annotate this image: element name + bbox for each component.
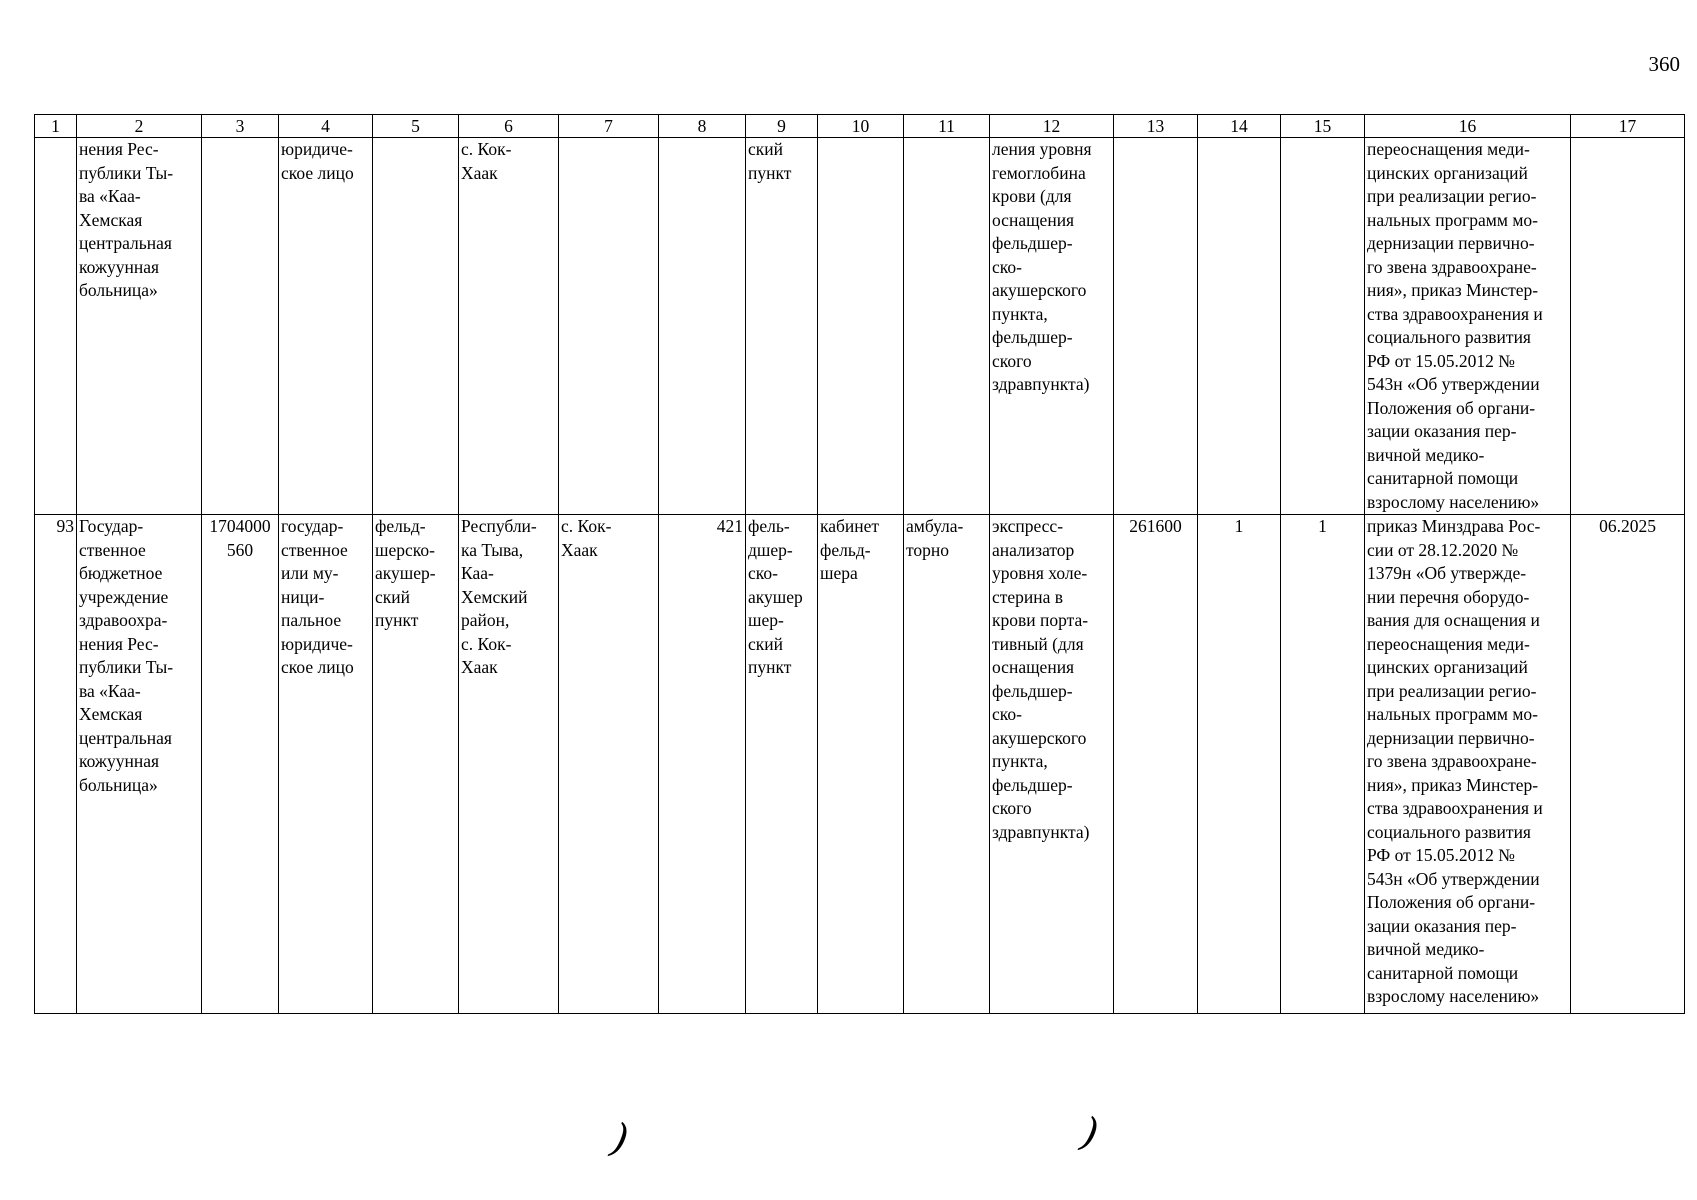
page-number: 360 <box>1648 52 1680 76</box>
cell-quantity-total <box>1281 138 1365 515</box>
column-header: 10 <box>818 115 904 138</box>
cell-equipment: экспресс- анализатор уровня холе- стерина в крови порта- тивный (для оснащения фельдшер- ско- акушерского пункта, фельдшер- ского здравпункта) <box>990 515 1114 1014</box>
column-header: 8 <box>659 115 746 138</box>
cell-code <box>202 138 279 515</box>
column-header: 5 <box>373 115 459 138</box>
cell-room <box>818 138 904 515</box>
cell-legal-form: государ- ственное или му- ници- пальное юридиче- ское лицо <box>279 515 373 1014</box>
cell-quantity: 1 <box>1198 515 1281 1014</box>
cell-facility: фель- дшер- ско- акушер шер- ский пункт <box>746 515 818 1014</box>
cell-legal-basis: приказ Минздрава Рос- сии от 28.12.2020 № 1379н «Об утвержде- нии перечня оборудо- вания для оснащения и переоснащения меди- цинских организаций при реализации регио- нальных программ мо- дернизации первично- го звена здравоохране- ния», приказ Минстер- ства здравоохранения и социального развития РФ от 15.05.2012 № 543н «Об утверждении Положения об органи- зации оказания пер- вичной медико- санитарной помощи взрослому населению» <box>1365 515 1571 1014</box>
column-header: 9 <box>746 115 818 138</box>
scan-mark: ) <box>1077 1108 1103 1158</box>
cell-population <box>659 138 746 515</box>
equipment-table <box>34 114 1685 1014</box>
cell-address: Республи- ка Тыва, Каа- Хемский район, с. Кок- Хаак <box>459 515 559 1014</box>
column-header: 1 <box>35 115 77 138</box>
cell-deadline: 06.2025 <box>1571 515 1685 1014</box>
cell-facility: ский пункт <box>746 138 818 515</box>
cell-institution: Государ- ственное бюджетное учреждение здравоохра- нения Рес- публики Ты- ва «Каа- Хемская центральная кожуунная больница» <box>77 515 202 1014</box>
cell-population: 421 <box>659 515 746 1014</box>
cell-legal-form: юридиче- ское лицо <box>279 138 373 515</box>
column-header: 4 <box>279 115 373 138</box>
column-header: 2 <box>77 115 202 138</box>
cell-price: 261600 <box>1114 515 1198 1014</box>
cell-deadline <box>1571 138 1685 515</box>
column-header: 11 <box>904 115 990 138</box>
cell-room: кабинет фельд- шера <box>818 515 904 1014</box>
column-header: 14 <box>1198 115 1281 138</box>
cell-address: с. Кок- Хаак <box>459 138 559 515</box>
cell-row-number <box>35 138 77 515</box>
cell-care-mode <box>904 138 990 515</box>
cell-equipment: ления уровня гемоглобина крови (для оснащения фельдшер- ско- акушерского пункта, фельдшер- ского здравпункта) <box>990 138 1114 515</box>
cell-quantity <box>1198 138 1281 515</box>
cell-unit-type: фельд- шерско- акушер- ский пункт <box>373 515 459 1014</box>
column-header: 3 <box>202 115 279 138</box>
column-header: 17 <box>1571 115 1685 138</box>
table-row-continued <box>35 138 1685 515</box>
column-header: 13 <box>1114 115 1198 138</box>
column-header: 6 <box>459 115 559 138</box>
cell-unit-type <box>373 138 459 515</box>
cell-price <box>1114 138 1198 515</box>
cell-row-number: 93 <box>35 515 77 1014</box>
cell-care-mode: амбула- торно <box>904 515 990 1014</box>
cell-legal-basis: переоснащения меди- цинских организаций при реализации регио- нальных программ мо- дернизации первично- го звена здравоохране- ния», приказ Минстер- ства здравоохранения и социального развития РФ от 15.05.2012 № 543н «Об утверждении Положения об органи- зации оказания пер- вичной медико- санитарной помощи взрослому населению» <box>1365 138 1571 515</box>
column-header: 16 <box>1365 115 1571 138</box>
table-row-93 <box>35 515 1685 1014</box>
cell-settlement <box>559 138 659 515</box>
cell-code: 1704000 560 <box>202 515 279 1014</box>
cell-settlement: с. Кок- Хаак <box>559 515 659 1014</box>
column-header: 7 <box>559 115 659 138</box>
scan-mark: ) <box>607 1114 633 1164</box>
column-number-row <box>35 115 1685 138</box>
cell-institution: нения Рес- публики Ты- ва «Каа- Хемская центральная кожуунная больница» <box>77 138 202 515</box>
column-header: 15 <box>1281 115 1365 138</box>
column-header: 12 <box>990 115 1114 138</box>
cell-quantity-total: 1 <box>1281 515 1365 1014</box>
